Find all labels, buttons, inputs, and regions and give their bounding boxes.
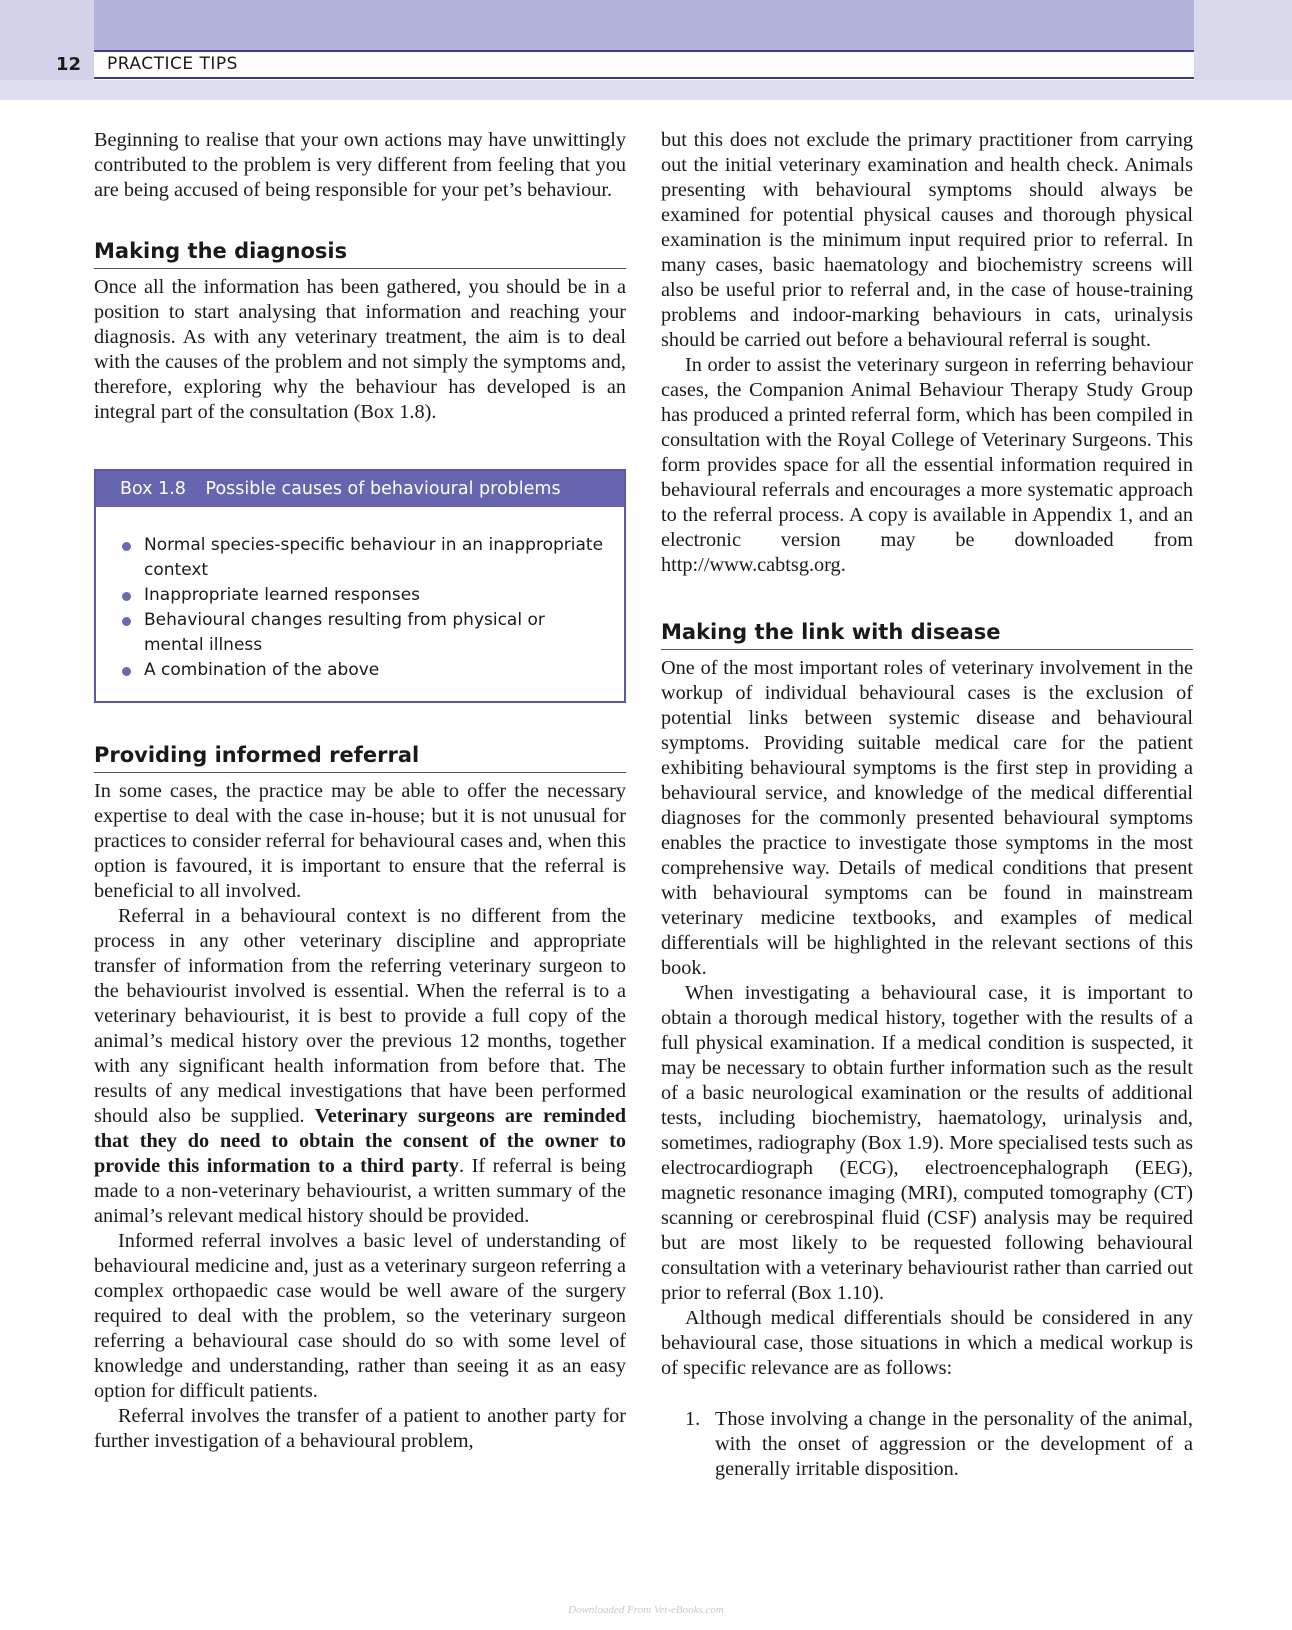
box-1-8 bbox=[94, 469, 626, 703]
bullet-icon bbox=[122, 617, 131, 626]
header-band bbox=[94, 0, 1194, 52]
paragraph-referral-1: In some cases, the practice may be able to offer the necessary expertise to deal with the case in-house; but it is not unusual for practices to consider referral for behavioural cases and, when this option is favoured, it is important to ensure that the referral is beneficial to all involved. bbox=[94, 780, 626, 902]
bullet-icon bbox=[122, 667, 131, 676]
heading-making-the-link-with-disease: Making the link with disease bbox=[661, 616, 1193, 650]
heading-providing-informed-referral: Providing informed referral bbox=[94, 739, 626, 773]
bullet-icon bbox=[122, 592, 131, 601]
box-list-item: A combination of the above bbox=[120, 658, 604, 683]
paragraph-intro: Beginning to realise that your own actions may have unwittingly contributed to the problem is very different from feeling that you are being accused of being responsible for your pet’s behaviour. bbox=[94, 129, 626, 201]
paragraph-link-1: One of the most important roles of veterinary involvement in the workup of individual behavioural cases is the exclusion of potential links between systemic disease and behavioural symptoms. Providing suitable medical care for the patient exhibiting behavioural symptoms is the first step in providing a behavioural service, and knowledge of the medical differential diagnoses for the commonly presented behavioural symptoms enables the practice to investigate those symptoms in the most comprehensive way. Details of medical conditions that present with behavioural symptoms can be found in mainstream veterinary medicine textbooks, and examples of medical differentials will be highlighted in the relevant sections of this book. bbox=[661, 657, 1193, 979]
box-header bbox=[96, 471, 624, 507]
heading-making-the-diagnosis: Making the diagnosis bbox=[94, 235, 626, 269]
numbered-list bbox=[661, 1407, 1193, 1482]
paragraph-assist: In order to assist the veterinary surgeon in referring behaviour cases, the Companion Animal Behaviour Therapy Study Group has produced a printed referral form, which has been compiled in consultation with the Royal College of Veterinary Surgeons. This form provides space for all the essential information required in behavioural referrals and encourages a more systematic approach to the referral process. A copy is available in Appendix 1, and an electronic version may be downloaded from http://www.cabtsg.org. bbox=[661, 354, 1193, 576]
paragraph-referral-2: Referral in a behavioural context is no different from the process in any other veterinary discipline and appropriate transfer of information from the referring veterinary surgeon to the behaviourist involved is essential. When the referral is to a veterinary behaviourist, it is best to provide a full copy of the animal’s medical history over the previous 12 months, together with any significant health information from before that. The results of any medical investigations that have been performed should also be supplied. Veterinary surgeons are reminded that they do need to obtain the consent of the owner to provide this information to a third party. If referral is being made to a non-veterinary behaviourist, a written summary of the animal’s relevant medical history should be provided. bbox=[94, 905, 626, 1227]
running-head: PRACTICE TIPS bbox=[107, 54, 238, 74]
right-column bbox=[661, 128, 1193, 1482]
paragraph-link-3: Although medical differentials should be considered in any behavioural case, those situations in which a medical workup is of specific relevance are as follows: bbox=[661, 1307, 1193, 1379]
footer-watermark: Downloaded From Vet-eBooks.com bbox=[568, 1604, 724, 1616]
running-head-strip bbox=[94, 50, 1194, 79]
left-column bbox=[94, 128, 626, 1454]
paragraph-referral-4: Referral involves the transfer of a patient to another party for further investigation of a behavioural problem, bbox=[94, 1405, 626, 1452]
box-number: Box 1.8 bbox=[120, 479, 186, 499]
box-list bbox=[96, 507, 624, 701]
header-band-lower bbox=[0, 80, 1292, 100]
box-list-item: Behavioural changes resulting from physical or mental illness bbox=[120, 608, 604, 658]
box-list-item: Normal species-specific behaviour in an inappropriate context bbox=[120, 533, 604, 583]
bullet-icon bbox=[122, 542, 131, 551]
numbered-list-item: 1. Those involving a change in the personality of the animal, with the onset of aggression or the development of a generally irritable disposition. bbox=[685, 1408, 1193, 1480]
paragraph-continuation: but this does not exclude the primary practitioner from carrying out the initial veterinary examination and health check. Animals presenting with behavioural symptoms should always be examined for potential physical causes and thorough physical examination is the minimum input required prior to referral. In many cases, basic haematology and biochemistry screens will also be useful prior to referral and, in the case of house-training problems and indoor-marking behaviours in cats, urinalysis should be carried out before a behavioural referral is sought. bbox=[661, 129, 1193, 351]
bold-reminder: Veterinary surgeons are reminded that they do need to obtain the consent of the owner to provide this information to a third party bbox=[94, 1105, 626, 1177]
box-list-item: Inappropriate learned responses bbox=[120, 583, 604, 608]
paragraph-link-2: When investigating a behavioural case, it is important to obtain a thorough medical history, together with the results of a full physical examination. If a medical condition is suspected, it may be necessary to obtain further information such as the result of a basic neurological examination or the results of additional tests, including biochemistry, haematology, urinalysis and, sometimes, radiography (Box 1.9). More specialised tests such as electrocardiograph (ECG), electroencephalograph (EEG), magnetic resonance imaging (MRI), computed tomography (CT) scanning or cerebrospinal fluid (CSF) analysis may be required but are most likely to be requested following behavioural consultation with a veterinary behaviourist rather than carried out prior to referral (Box 1.10). bbox=[661, 982, 1193, 1304]
paragraph-referral-3: Informed referral involves a basic level of understanding of behavioural medicine and, just as a veterinary surgeon referring a complex orthopaedic case would be well aware of the surgery required to deal with the problem, so the veterinary surgeon referring a behavioural case should do so with some level of knowledge and understanding, rather than seeing it as an easy option for difficult patients. bbox=[94, 1230, 626, 1402]
page-number: 12 bbox=[56, 54, 82, 75]
paragraph-diagnosis: Once all the information has been gathered, you should be in a position to start analysing that information and reaching your diagnosis. As with any veterinary treatment, the aim is to deal with the causes of the problem and not simply the symptoms and, therefore, exploring why the behaviour has developed is an integral part of the consultation (Box 1.8). bbox=[94, 276, 626, 423]
box-title: Possible causes of behavioural problems bbox=[205, 479, 561, 499]
